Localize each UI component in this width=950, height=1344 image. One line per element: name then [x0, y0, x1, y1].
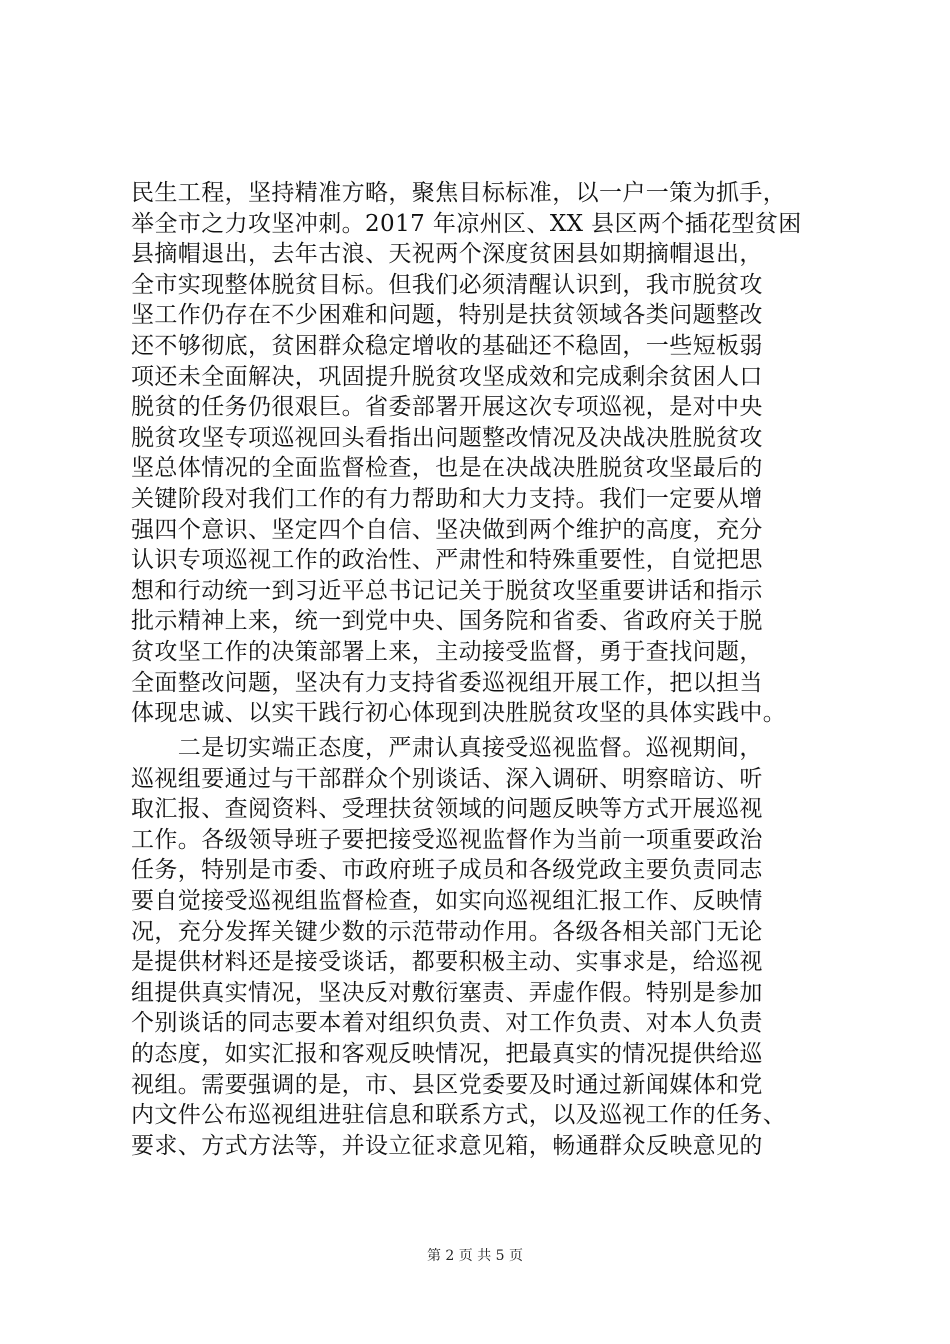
text-line: 脱贫攻坚专项巡视回头看指出问题整改情况及决战决胜脱贫攻: [131, 424, 763, 451]
text-line: 批示精神上来，统一到党中央、国务院和省委、省政府关于脱: [131, 608, 763, 635]
paragraph-2: [131, 733, 831, 1161]
text-line: 贫攻坚工作的决策部署上来，主动接受监督，勇于查找问题，: [131, 638, 763, 665]
text-line: 脱贫的任务仍很艰巨。省委部署开展这次专项巡视，是对中央: [131, 394, 763, 421]
text-line: 民生工程，坚持精准方略，聚焦目标标准，以一户一策为抓手，: [131, 180, 787, 206]
text-line: 举全市之力攻坚冲刺。2017 年凉州区、XX 县区两个插花型贫困: [131, 210, 802, 237]
paragraph-1: [131, 178, 831, 729]
text-line: 体现忠诚、以实干践行初心体现到决胜脱贫攻坚的具体实践中。: [131, 700, 787, 727]
text-line: 项还未全面解决，巩固提升脱贫攻坚成效和完成剩余贫困人口: [131, 363, 763, 390]
text-line: 况，充分发挥关键少数的示范带动作用。各级各相关部门无论: [131, 918, 763, 945]
text-line: 坚总体情况的全面监督检查，也是在决战决胜脱贫攻坚最后的: [131, 455, 763, 482]
text-line: 任务，特别是市委、市政府班子成员和各级党政主要负责同志: [131, 857, 763, 884]
text-line: 二是切实端正态度，严肃认真接受巡视监督。巡视期间，: [131, 735, 763, 761]
text-line: 视组。需要强调的是，市、县区党委要及时通过新闻媒体和党: [131, 1071, 763, 1098]
text-line: 全面整改问题，坚决有力支持省委巡视组开展工作，把以担当: [131, 669, 763, 696]
text-line: 的态度，如实汇报和客观反映情况，把最真实的情况提供给巡: [131, 1040, 763, 1067]
text-line: 要自觉接受巡视组监督检查，如实向巡视组汇报工作、反映情: [131, 887, 763, 914]
text-line: 全市实现整体脱贫目标。但我们必须清醒认识到，我市脱贫攻: [131, 271, 763, 298]
text-line: 取汇报、查阅资料、受理扶贫领域的问题反映等方式开展巡视: [131, 796, 763, 823]
text-line: 要求、方式方法等，并设立征求意见箱，畅通群众反映意见的: [131, 1132, 763, 1159]
text-line: 是提供材料还是接受谈话，都要积极主动、实事求是，给巡视: [131, 949, 763, 976]
page-footer: 第 2 页 共 5 页: [426, 1248, 524, 1264]
text-line: 工作。各级领导班子要把接受巡视监督作为当前一项重要政治: [131, 826, 763, 853]
text-line: 组提供真实情况，坚决反对敷衍塞责、弄虚作假。特别是参加: [131, 979, 763, 1006]
text-line: 关键阶段对我们工作的有力帮助和大力支持。我们一定要从增: [131, 485, 763, 512]
text-line: 巡视组要通过与干部群众个别谈话、深入调研、明察暗访、听: [131, 765, 763, 792]
text-line: 强四个意识、坚定四个自信、坚决做到两个维护的高度，充分: [131, 516, 763, 543]
text-line: 还不够彻底，贫困群众稳定增收的基础还不稳固，一些短板弱: [131, 332, 763, 359]
text-line: 个别谈话的同志要本着对组织负责、对工作负责、对本人负责: [131, 1010, 763, 1037]
text-line: 内文件公布巡视组进驻信息和联系方式，以及巡视工作的任务、: [131, 1102, 787, 1129]
text-line: 想和行动统一到习近平总书记记关于脱贫攻坚重要讲话和指示: [131, 577, 763, 604]
text-line: 坚工作仍存在不少困难和问题，特别是扶贫领域各类问题整改: [131, 302, 763, 329]
text-line: 认识专项巡视工作的政治性、严肃性和特殊重要性，自觉把思: [131, 547, 763, 574]
text-line: 县摘帽退出，去年古浪、天祝两个深度贫困县如期摘帽退出，: [131, 241, 763, 268]
